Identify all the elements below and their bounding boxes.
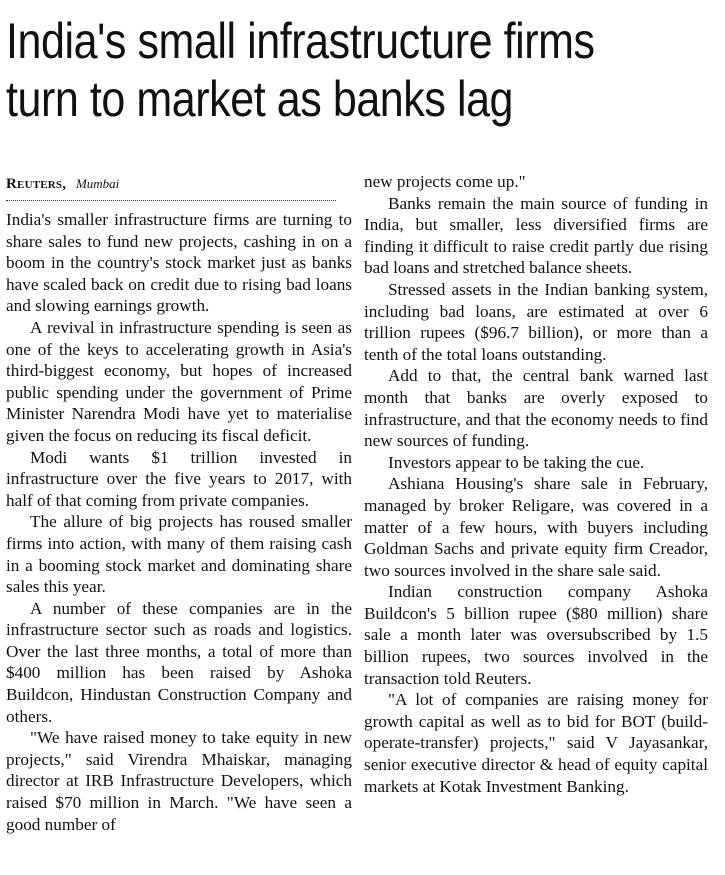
headline-line-2: turn to market as banks lag	[6, 71, 514, 127]
byline-divider	[6, 200, 336, 201]
article-paragraph: Investors appear to be taking the cue.	[388, 452, 645, 472]
left-column	[6, 172, 352, 835]
article-paragraph: A number of these companies are in the infrastructure sector such as roads and logistics. Over the last three months, a total of more than $400 million has been raised by Ashoka Buildcon, Hindustan Construction Company and others.	[6, 598, 352, 726]
headline-line-1: India's small infrastructure firms	[6, 13, 595, 69]
headline	[6, 12, 621, 128]
article-paragraph-continued: new projects come up."	[364, 172, 526, 191]
article-paragraph: Modi wants $1 trillion invested in infrastructure over the five years to 2017, with half of that coming from private companies.	[6, 447, 352, 510]
article-paragraph: A revival in infrastructure spending is seen as one of the keys to accelerating growth in Asia's third-biggest economy, but hopes of increased public spending under the government of Prime Minister Narendra Modi have yet to materialise given the focus on reducing its fiscal deficit.	[6, 317, 352, 445]
article-paragraph: "A lot of companies are raising money for growth capital as well as to bid for BOT (build-operate-transfer) projects," said V Jayasankar, senior executive director & head of equity capital markets at Kotak Investment Banking.	[364, 690, 708, 796]
article-paragraph: "We have raised money to take equity in new projects," said Virendra Mhaiskar, managing director at IRB Infrastructure Developers, which raised $70 million in March. "We have seen a good number of	[6, 728, 352, 834]
article-paragraph: Ashiana Housing's share sale in February, managed by broker Religare, was covered in a matter of a few hours, with buyers including Goldman Sachs and private equity firm Creador, two sources involved in the share sale said.	[364, 474, 708, 580]
article-paragraph: Stressed assets in the Indian banking system, including bad loans, are estimated at over 6 trillion rupees ($96.7 billion), or more than a tenth of the total loans outstanding.	[364, 279, 708, 364]
article-paragraph: The allure of big projects has roused smaller firms into action, with many of them raising cash in a booming stock market and dominating share sales this year.	[6, 512, 352, 597]
byline-agency: Reuters,	[6, 176, 67, 192]
article-paragraph: India's smaller infrastructure firms are turning to share sales to fund new projects, cashing in on a boom in the country's stock market just as banks have scaled back on credit due to rising bad loans and slowing earnings growth.	[6, 210, 352, 316]
byline	[6, 174, 352, 194]
right-column	[364, 171, 708, 797]
article-paragraph: Banks remain the main source of funding in India, but smaller, less diversified firms are finding it difficult to raise credit partly due rising bad loans and stretched balance sheets.	[364, 193, 708, 278]
byline-city: Mumbai	[75, 176, 120, 191]
article-paragraph: Add to that, the central bank warned last month that banks are overly exposed to infrastructure, and that the economy needs to find new sources of funding.	[364, 366, 708, 451]
article-paragraph: Indian construction company Ashoka Buildcon's 5 billion rupee ($80 million) share sale a month later was oversubscribed by 1.5 billion rupees, two sources involved in the transaction told Reuters.	[364, 582, 708, 688]
